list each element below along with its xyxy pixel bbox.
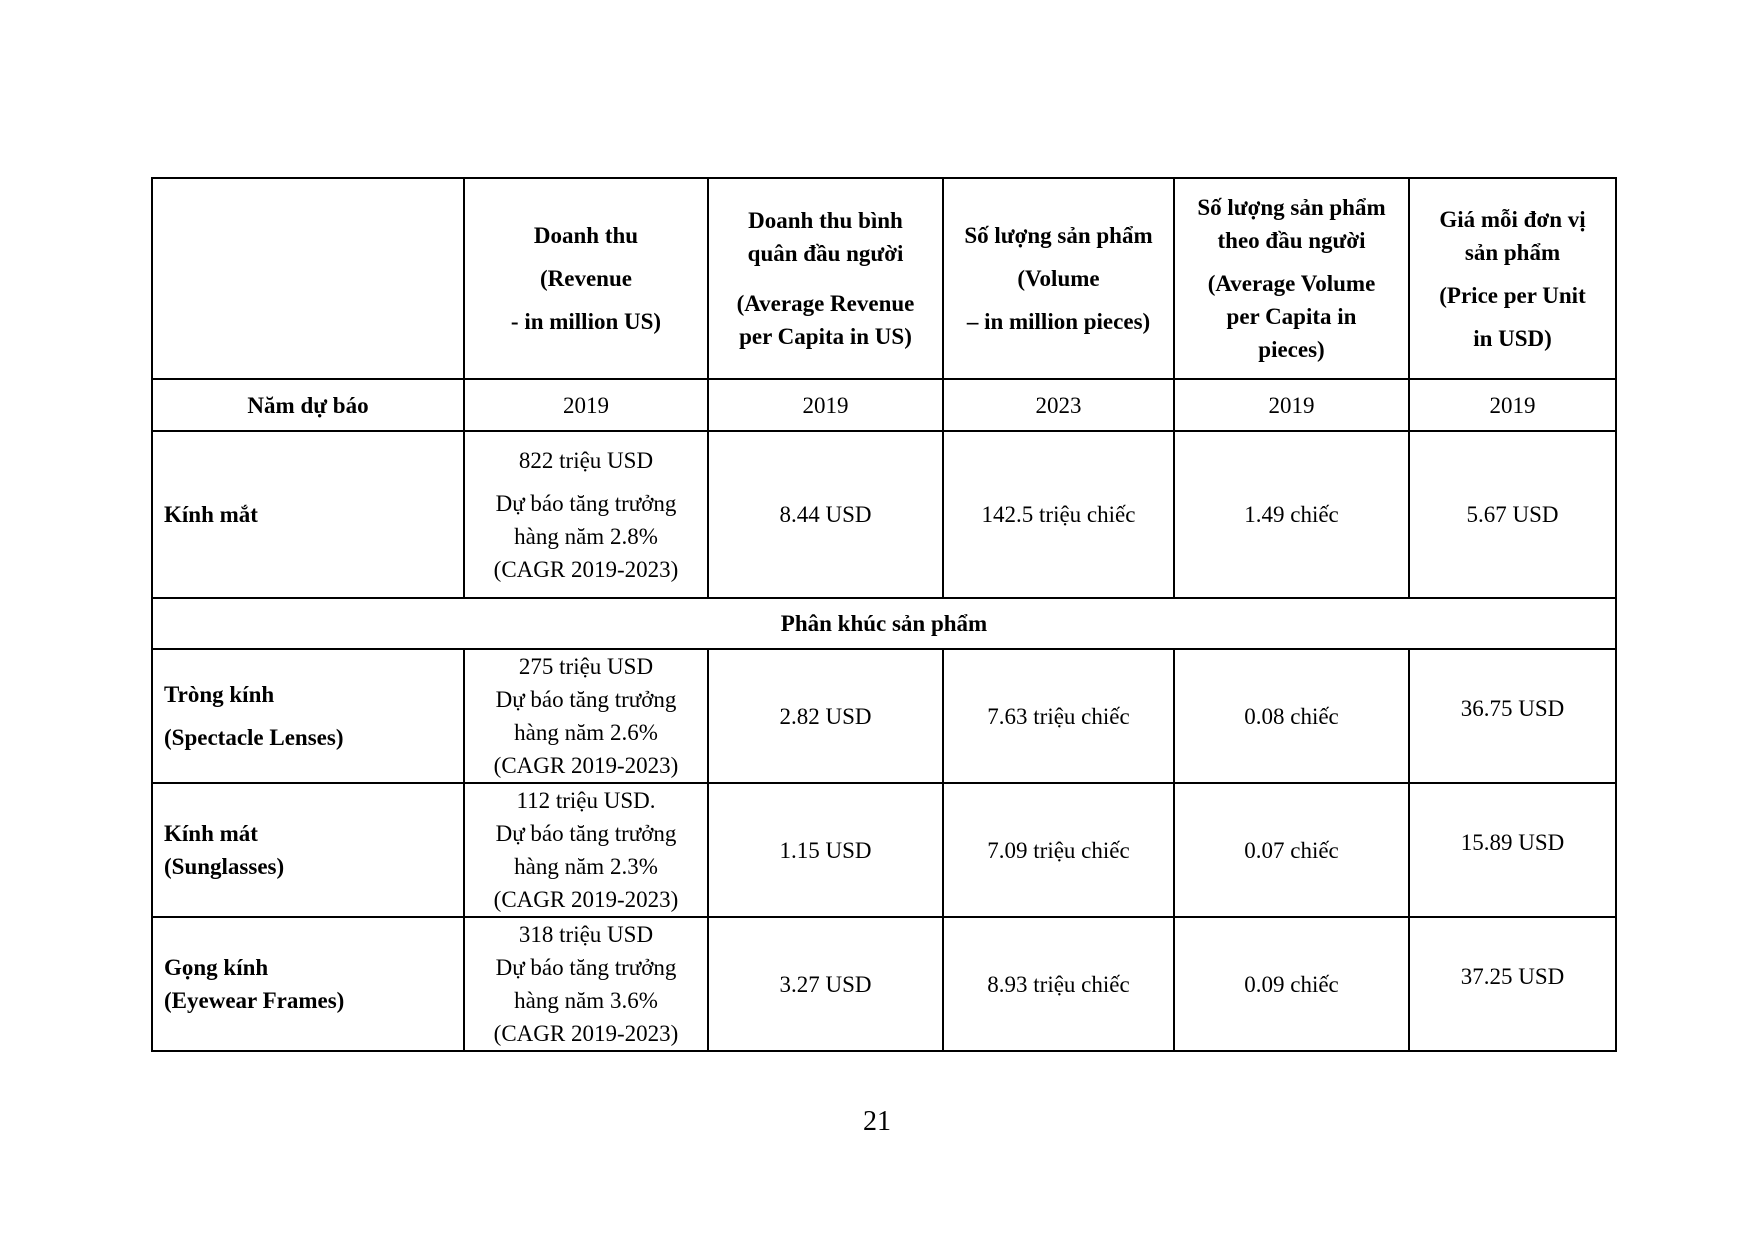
segment-label-cell <box>152 649 464 783</box>
segment-section-label: Phân khúc sản phẩm <box>152 598 1616 649</box>
segment-label-line: (Spectacle Lenses) <box>164 725 344 750</box>
header-avg-volume-line: per Capita in <box>1226 304 1357 329</box>
header-avg-volume-line: (Average Volume <box>1207 271 1376 296</box>
total-eyewear-row <box>152 431 1616 598</box>
header-avg-revenue-line: Doanh thu bình <box>748 208 903 233</box>
eyewear-market-table <box>151 177 1617 1052</box>
revenue-line: hàng năm 2.8% <box>514 523 658 549</box>
segment-label-line: Kính mát <box>164 821 258 846</box>
header-volume <box>943 178 1174 379</box>
header-volume-line: – in million pieces) <box>966 309 1151 334</box>
header-price-line: in USD) <box>1473 325 1552 351</box>
avg-revenue-cell: 2.82 USD <box>708 649 943 783</box>
revenue-cell <box>464 649 708 783</box>
revenue-line: (CAGR 2019-2023) <box>493 556 679 582</box>
revenue-line: hàng năm 2.3% <box>514 854 658 879</box>
price-value: 37.25 USD <box>1460 963 1565 989</box>
segment-label-line: Tròng kính <box>164 682 275 707</box>
header-revenue-line: (Revenue <box>540 266 632 291</box>
avg-revenue-cell: 1.15 USD <box>708 783 943 917</box>
header-avg-revenue-line: (Average Revenue <box>736 291 915 316</box>
price-cell <box>1409 783 1616 917</box>
header-price-line: Giá mỗi đơn vị <box>1439 206 1586 232</box>
page-number: 21 <box>863 1106 891 1137</box>
forecast-year-cell: 2019 <box>1409 379 1616 431</box>
header-volume-line: (Volume <box>1017 266 1100 291</box>
header-revenue-line: - in million US) <box>510 309 662 334</box>
header-revenue <box>464 178 708 379</box>
header-avg-volume-line: theo đầu người <box>1217 228 1366 253</box>
header-avg-revenue <box>708 178 943 379</box>
header-avg-revenue-line: per Capita in US) <box>739 324 912 349</box>
header-avg-volume-line: pieces) <box>1258 337 1325 362</box>
forecast-year-row <box>152 379 1616 431</box>
forecast-year-cell: 2019 <box>464 379 708 431</box>
header-price-line: sản phẩm <box>1464 239 1561 265</box>
revenue-line: 318 triệu USD <box>518 922 654 947</box>
forecast-year-cell: 2019 <box>1174 379 1409 431</box>
header-empty-cell <box>152 178 464 379</box>
revenue-line: 822 triệu USD <box>518 447 654 473</box>
header-price-line: (Price per Unit <box>1439 282 1586 308</box>
revenue-line: (CAGR 2019-2023) <box>493 887 679 912</box>
segment-row <box>152 649 1616 783</box>
row-label: Kính mắt <box>152 431 464 598</box>
segment-row <box>152 917 1616 1051</box>
avg-volume-cell: 0.09 chiếc <box>1174 917 1409 1051</box>
revenue-cell <box>464 431 708 598</box>
revenue-line: Dự báo tăng trưởng <box>495 821 677 846</box>
revenue-line: 275 triệu USD <box>518 654 654 679</box>
revenue-line: Dự báo tăng trưởng <box>495 490 677 516</box>
revenue-line: (CAGR 2019-2023) <box>493 1021 679 1046</box>
forecast-year-cell: 2023 <box>943 379 1174 431</box>
revenue-line: hàng năm 2.6% <box>514 720 658 745</box>
revenue-line: Dự báo tăng trưởng <box>495 955 677 980</box>
volume-cell: 7.09 triệu chiếc <box>943 783 1174 917</box>
forecast-year-label: Năm dự báo <box>152 379 464 431</box>
volume-cell: 8.93 triệu chiếc <box>943 917 1174 1051</box>
segment-label-line: (Sunglasses) <box>164 854 285 879</box>
revenue-cell <box>464 783 708 917</box>
revenue-line: 112 triệu USD. <box>516 788 656 813</box>
header-avg-revenue-line: quân đầu người <box>747 241 904 266</box>
header-row <box>152 178 1616 379</box>
forecast-year-cell: 2019 <box>708 379 943 431</box>
segment-label-cell <box>152 917 464 1051</box>
header-avg-volume-line: Số lượng sản phẩm <box>1197 195 1386 220</box>
header-avg-volume <box>1174 178 1409 379</box>
avg-revenue-cell: 3.27 USD <box>708 917 943 1051</box>
segment-label-line: (Eyewear Frames) <box>164 988 345 1013</box>
price-value: 15.89 USD <box>1460 829 1565 855</box>
avg-revenue-cell: 8.44 USD <box>708 431 943 598</box>
segment-label-cell <box>152 783 464 917</box>
revenue-line: (CAGR 2019-2023) <box>493 753 679 778</box>
price-value: 36.75 USD <box>1460 695 1565 721</box>
volume-cell: 7.63 triệu chiếc <box>943 649 1174 783</box>
volume-cell: 142.5 triệu chiếc <box>943 431 1174 598</box>
price-cell <box>1409 917 1616 1051</box>
header-price <box>1409 178 1616 379</box>
avg-volume-cell: 0.07 chiếc <box>1174 783 1409 917</box>
header-revenue-line: Doanh thu <box>533 223 639 248</box>
revenue-cell <box>464 917 708 1051</box>
price-cell <box>1409 649 1616 783</box>
header-volume-line: Số lượng sản phẩm <box>964 223 1153 248</box>
avg-volume-cell: 1.49 chiếc <box>1174 431 1409 598</box>
revenue-line: Dự báo tăng trưởng <box>495 687 677 712</box>
segment-section-row <box>152 598 1616 649</box>
price-cell: 5.67 USD <box>1409 431 1616 598</box>
segment-row <box>152 783 1616 917</box>
avg-volume-cell: 0.08 chiếc <box>1174 649 1409 783</box>
segment-label-line: Gọng kính <box>164 955 269 980</box>
revenue-line: hàng năm 3.6% <box>514 988 658 1013</box>
